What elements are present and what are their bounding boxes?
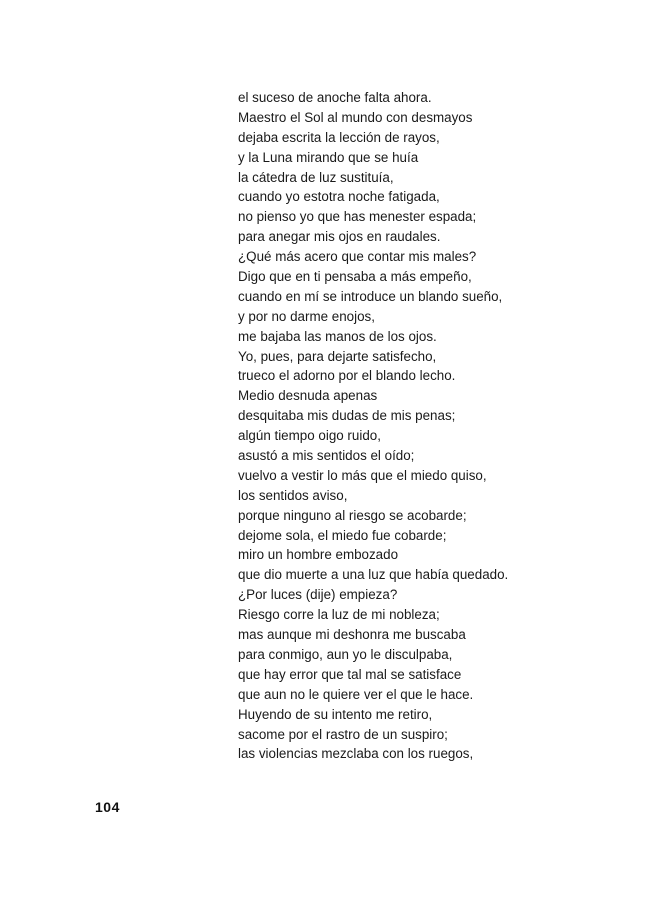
poem-line: vuelvo a vestir lo más que el miedo quiso, (238, 467, 487, 483)
poem-line: mas aunque mi deshonra me buscaba (238, 627, 466, 643)
poem-line: las violencias mezclaba con los ruegos, (238, 746, 474, 762)
poem-line: asustó a mis sentidos el oído; (238, 448, 415, 464)
poem-line: que aun no le quiere ver el que le hace. (238, 686, 474, 702)
poem-line: desquitaba mis dudas de mis penas; (238, 408, 456, 424)
poem-line: sacome por el rastro de un suspiro; (238, 726, 448, 742)
poem-line: trueco el adorno por el blando lecho. (238, 368, 456, 384)
poem-line: y la Luna mirando que se huía (238, 149, 419, 165)
poem-text (238, 88, 508, 764)
poem-line: ¿Qué más acero que contar mis males? (238, 249, 477, 265)
poem-line: miro un hombre embozado (238, 547, 399, 563)
poem-line: cuando yo estotra noche fatigada, (238, 189, 440, 205)
poem-line: Medio desnuda apenas (238, 388, 378, 404)
page-number: 104 (95, 799, 120, 815)
poem-line: Digo que en ti pensaba a más empeño, (238, 269, 472, 285)
poem-line: Yo, pues, para dejarte satisfecho, (238, 348, 437, 364)
poem-line: cuando en mí se introduce un blando sueño, (238, 288, 503, 304)
poem-line: para conmigo, aun yo le disculpaba, (238, 646, 453, 662)
poem-line: dejome sola, el miedo fue cobarde; (238, 527, 447, 543)
poem-line: y por no darme enojos, (238, 308, 375, 324)
poem-line: algún tiempo oigo ruido, (238, 428, 381, 444)
poem-line: no pienso yo que has menester espada; (238, 209, 477, 225)
poem-line: dejaba escrita la lección de rayos, (238, 129, 440, 145)
poem-line: la cátedra de luz sustituía, (238, 169, 394, 185)
poem-line: para anegar mis ojos en raudales. (238, 229, 441, 245)
poem-line: Huyendo de su intento me retiro, (238, 706, 433, 722)
poem-line: me bajaba las manos de los ojos. (238, 328, 437, 344)
poem-line: Riesgo corre la luz de mi nobleza; (238, 607, 440, 623)
poem-line: que hay error que tal mal se satisface (238, 666, 462, 682)
poem-line: porque ninguno al riesgo se acobarde; (238, 507, 467, 523)
poem-line: Maestro el Sol al mundo con desmayos (238, 109, 473, 125)
poem-line: ¿Por luces (dije) empieza? (238, 587, 398, 603)
poem-line: los sentidos aviso, (238, 487, 348, 503)
poem-line: que dio muerte a una luz que había quedado. (238, 567, 509, 583)
poem-line: el suceso de anoche falta ahora. (238, 90, 432, 105)
